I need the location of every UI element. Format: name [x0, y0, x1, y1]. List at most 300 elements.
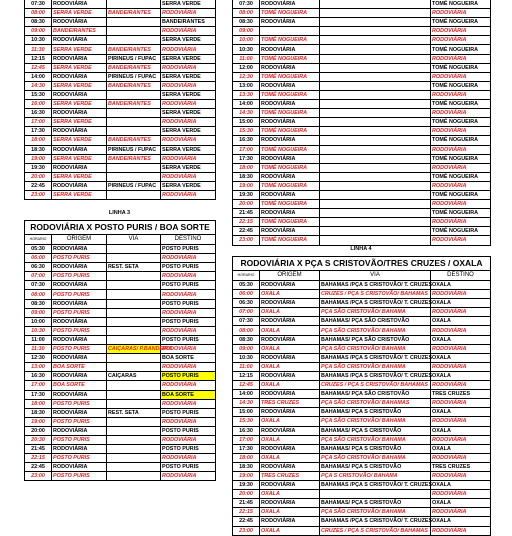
table-row: [25, 172, 216, 181]
via-cell: [320, 172, 431, 181]
destination-cell: POSTO PURIS: [161, 335, 216, 344]
via-cell: BAHAMAS /PÇA S CRISTOVÃO/ T. CRUZES: [321, 354, 433, 361]
via-cell: BAHAMAS /PÇA S CRISTOVÃO/ T. CRUZES: [321, 518, 433, 525]
origin-cell: RODOVIÁRIA: [52, 445, 107, 454]
via-cell: [320, 118, 431, 127]
line-4-title: RODOVIÁRIA X PÇA S CRISTOVÃO/TRES CRUZES / OXALA: [233, 257, 491, 271]
destination-cell: RODOVIÁRIA: [431, 200, 491, 209]
time-cell: 06:00: [233, 290, 260, 299]
table-row: [233, 118, 491, 127]
via-cell: [107, 308, 161, 317]
origin-cell: BANDEIRANTES: [52, 27, 107, 36]
table-row: [25, 317, 216, 326]
via-cell: BAHAMAS/ PÇA SÃO CRISTOVÃO: [320, 317, 431, 326]
destination-cell: RODOVIÁRIA: [161, 9, 216, 18]
time-cell: 08:00: [25, 290, 52, 299]
via-cell: [107, 454, 161, 463]
table-row: [25, 0, 216, 9]
via-cell: [107, 463, 161, 472]
time-cell: 16:30: [25, 372, 52, 381]
via-cell: [107, 445, 161, 454]
via-cell: REST. SETA: [107, 263, 161, 272]
time-cell: 07:30: [233, 317, 260, 326]
time-cell: 20:00: [25, 172, 52, 181]
via-cell: [107, 435, 161, 444]
col-header-destino: DESTINO: [161, 235, 216, 245]
destination-cell: BOA SORTE: [161, 390, 216, 399]
origin-cell: TOMÉ NOGUEIRA: [260, 72, 320, 81]
origin-cell: RODOVIÁRIA: [52, 317, 107, 326]
table-row: [25, 372, 216, 381]
table-row: [233, 462, 491, 471]
origin-cell: SERRA VERDE: [52, 154, 107, 163]
line-3-caption: LINHA 3: [108, 210, 131, 216]
destination-cell: SERRA VERDE: [161, 109, 216, 118]
via-cell: CRUZES / PÇA S CRISTOVÃO/ BAHAMAS: [320, 290, 431, 299]
origin-cell: POSTO PURIS: [52, 272, 107, 281]
destination-cell: RODOVIÁRIA: [431, 218, 491, 227]
time-cell: 12:15: [233, 371, 260, 380]
destination-cell: RODOVIÁRIA: [161, 27, 216, 36]
via-cell: [320, 45, 431, 54]
origin-cell: OXALA: [260, 526, 320, 535]
time-cell: 18:30: [233, 462, 260, 471]
time-cell: 16:30: [25, 109, 52, 118]
time-cell: 16:00: [25, 100, 52, 109]
origin-cell: POSTO PURIS: [52, 290, 107, 299]
time-cell: 09:00: [25, 308, 52, 317]
time-cell: 14:30: [25, 81, 52, 90]
origin-cell: TOMÉ NOGUEIRA: [260, 36, 320, 45]
schedule-body: [25, 0, 216, 200]
table-row: [25, 363, 216, 372]
col-header-destino: DESTINO: [431, 271, 491, 281]
table-row: [233, 381, 491, 390]
time-cell: 08:30: [25, 299, 52, 308]
destination-cell: RODOVIÁRIA: [431, 417, 491, 426]
table-row: [233, 426, 491, 435]
time-cell: 19:30: [25, 163, 52, 172]
time-cell: 13:00: [25, 363, 52, 372]
origin-cell: RODOVIÁRIA: [52, 18, 107, 27]
table-row: [233, 481, 491, 490]
origin-cell: POSTO PURIS: [52, 399, 107, 408]
destination-cell: OXALA: [431, 499, 491, 508]
via-cell: [320, 181, 431, 190]
via-cell: [107, 18, 161, 27]
via-cell: [320, 190, 431, 199]
destination-cell: POSTO PURIS: [161, 317, 216, 326]
time-cell: 14:00: [233, 390, 260, 399]
time-cell: 17:00: [25, 118, 52, 127]
origin-cell: RODOVIÁRIA: [52, 335, 107, 344]
table-row: [233, 90, 491, 99]
via-cell: PÇA SÃO CRISTOVÃO/ BAHAMA: [320, 326, 431, 335]
destination-cell: OXALA: [431, 317, 491, 326]
via-cell: BAHAMAS/ PÇA S CRISTOVÃO: [320, 444, 431, 453]
via-cell: [107, 163, 161, 172]
via-cell: [107, 0, 161, 9]
time-cell: 18:30: [233, 172, 260, 181]
origin-cell: TRES CRUZES: [260, 399, 320, 408]
via-cell: PÇA SÃO CRISTOVÃO/ BAHAMA: [320, 508, 431, 517]
via-cell: [107, 290, 161, 299]
origin-cell: RODOVIÁRIA: [260, 45, 320, 54]
destination-cell: POSTO PURIS: [161, 426, 216, 435]
destination-cell: RODOVIÁRIA: [431, 109, 491, 118]
destination-cell: RODOVIÁRIA: [161, 100, 216, 109]
via-cell: BANDEIRANTES: [107, 9, 161, 18]
origin-cell: RODOVIÁRIA: [52, 109, 107, 118]
origin-cell: RODOVIÁRIA: [260, 63, 320, 72]
origin-cell: OXALA: [260, 308, 320, 317]
origin-cell: RODOVIÁRIA: [52, 0, 107, 9]
origin-cell: OXALA: [260, 344, 320, 353]
table-row: [233, 127, 491, 136]
table-row: [233, 0, 491, 9]
time-cell: 17:00: [233, 435, 260, 444]
destination-cell: SERRA VERDE: [161, 127, 216, 136]
origin-cell: RODOVIÁRIA: [260, 408, 320, 417]
col-header-via: VIA: [320, 271, 431, 281]
table-row: [233, 27, 491, 36]
destination-cell: POSTO PURIS: [161, 263, 216, 272]
origin-cell: BOA SORTE: [52, 363, 107, 372]
table-row: [25, 417, 216, 426]
destination-cell: RODOVIÁRIA: [431, 344, 491, 353]
table-row: [233, 353, 491, 362]
table-row: [25, 90, 216, 99]
table-row: [25, 299, 216, 308]
table-row: [233, 136, 491, 145]
via-cell: [107, 354, 161, 363]
time-cell: 08:00: [233, 9, 260, 18]
destination-cell: RODOVIÁRIA: [161, 172, 216, 181]
destination-cell: RODOVIÁRIA: [431, 127, 491, 136]
via-cell: [320, 100, 431, 109]
table-row: [233, 236, 491, 245]
table-row: [233, 362, 491, 371]
table-row: [233, 408, 491, 417]
destination-cell: RODOVIÁRIA: [161, 363, 216, 372]
time-cell: 17:00: [233, 145, 260, 154]
table-row: [233, 308, 491, 317]
table-row: [25, 290, 216, 299]
table-row: [25, 181, 216, 190]
destination-cell: TOMÉ NOGUEIRA: [431, 63, 491, 72]
schedule-table-serra-verde: [24, 0, 216, 200]
origin-cell: RODOVIÁRIA: [260, 190, 320, 199]
destination-cell: RODOVIÁRIA: [161, 118, 216, 127]
schedule-table-line-3: [24, 220, 216, 481]
destination-cell: RODOVIÁRIA: [431, 290, 491, 299]
table-row: [25, 335, 216, 344]
via-cell: PIRINEUS / FUPAC: [107, 181, 161, 190]
line-4-caption: LINHA 4: [350, 246, 372, 252]
via-cell: [107, 399, 161, 408]
col-header-hora: HORARIO: [233, 271, 260, 281]
time-cell: 17:30: [25, 390, 52, 399]
time-cell: 21:45: [25, 445, 52, 454]
table-row: [25, 9, 216, 18]
destination-cell: RODOVIÁRIA: [431, 453, 491, 462]
via-cell: [320, 145, 431, 154]
destination-cell: TOMÉ NOGUEIRA: [431, 190, 491, 199]
origin-cell: RODOVIÁRIA: [260, 0, 320, 9]
via-cell: [320, 27, 431, 36]
table-row: [25, 426, 216, 435]
time-cell: 15:30: [25, 90, 52, 99]
time-cell: 23:00: [25, 472, 52, 481]
time-cell: 07:30: [25, 0, 52, 9]
via-cell: CRUZES / PÇA S CRISTOVÃO/ BAHAMAS: [320, 381, 431, 390]
origin-cell: RODOVIÁRIA: [52, 426, 107, 435]
origin-cell: RODOVIÁRIA: [260, 499, 320, 508]
time-cell: 12:45: [25, 63, 52, 72]
origin-cell: RODOVIÁRIA: [260, 227, 320, 236]
time-cell: 18:00: [25, 136, 52, 145]
destination-cell: RODOVIÁRIA: [431, 490, 491, 499]
schedule-table-tome-nogueira: [232, 0, 491, 246]
table-row: [233, 371, 491, 380]
via-cell: [107, 326, 161, 335]
destination-cell: RODOVIÁRIA: [431, 163, 491, 172]
origin-cell: POSTO PURIS: [52, 435, 107, 444]
time-cell: 11:00: [25, 335, 52, 344]
destination-cell: POSTO PURIS: [161, 245, 216, 254]
table-row: [233, 508, 491, 517]
table-row: [233, 81, 491, 90]
destination-cell: RODOVIÁRIA: [161, 417, 216, 426]
origin-cell: RODOVIÁRIA: [260, 390, 320, 399]
origin-cell: POSTO PURIS: [52, 472, 107, 481]
origin-cell: RODOVIÁRIA: [260, 444, 320, 453]
origin-cell: OXALA: [260, 381, 320, 390]
via-cell: PIRINEUS / FUPAC: [107, 145, 161, 154]
time-cell: 07:30: [25, 281, 52, 290]
table-row: [25, 381, 216, 390]
destination-cell: RODOVIÁRIA: [161, 154, 216, 163]
table-row: [25, 27, 216, 36]
table-row: [233, 490, 491, 499]
time-cell: 10:30: [233, 353, 260, 362]
table-row: [25, 272, 216, 281]
destination-cell: RODOVIÁRIA: [161, 136, 216, 145]
via-cell: CAIÇARAS/ P.BANDEIRA: [108, 346, 173, 353]
col-header-hora: HORARIO: [25, 235, 52, 245]
table-row: [25, 254, 216, 263]
time-cell: 10:00: [233, 36, 260, 45]
schedule-body: [25, 245, 216, 481]
destination-cell: RODOVIÁRIA: [161, 272, 216, 281]
destination-cell: TOMÉ NOGUEIRA: [431, 172, 491, 181]
destination-cell: RODOVIÁRIA: [431, 362, 491, 371]
table-row: [25, 118, 216, 127]
origin-cell: POSTO PURIS: [52, 417, 107, 426]
via-cell: [320, 490, 431, 499]
origin-cell: RODOVIÁRIA: [260, 517, 320, 526]
via-cell: BAHAMAS /PÇA S CRISTOVÃO/ T. CRUZES: [321, 300, 433, 307]
origin-cell: RODOVIÁRIA: [52, 54, 107, 63]
line-3-title: RODOVIÁRIA X POSTO PURIS / BOA SORTE: [25, 221, 216, 235]
table-row: [25, 45, 216, 54]
time-cell: 22:15: [25, 454, 52, 463]
time-cell: 13:30: [233, 90, 260, 99]
destination-cell: TRES CRUZES: [431, 462, 491, 471]
destination-cell: TOMÉ NOGUEIRA: [431, 18, 491, 27]
via-cell: PÇA SÃO CRISTOVÃO/ BAHAMA: [320, 453, 431, 462]
via-cell: [107, 390, 161, 399]
time-cell: 11:00: [233, 54, 260, 63]
via-cell: [107, 109, 161, 118]
destination-cell: RODOVIÁRIA: [431, 326, 491, 335]
origin-cell: RODOVIÁRIA: [52, 299, 107, 308]
table-row: [233, 471, 491, 480]
origin-cell: OXALA: [260, 326, 320, 335]
origin-cell: RODOVIÁRIA: [260, 371, 320, 380]
table-row: [233, 18, 491, 27]
destination-cell: RODOVIÁRIA: [161, 254, 216, 263]
destination-cell: RODOVIÁRIA: [161, 45, 216, 54]
origin-cell: RODOVIÁRIA: [260, 118, 320, 127]
time-cell: 22:45: [233, 517, 260, 526]
table-row: [233, 517, 491, 526]
time-cell: 15:30: [233, 417, 260, 426]
time-cell: 20:30: [25, 435, 52, 444]
via-cell: [107, 281, 161, 290]
destination-cell: RODOVIÁRIA: [161, 81, 216, 90]
table-row: [25, 472, 216, 481]
origin-cell: OXALA: [260, 362, 320, 371]
table-row: [233, 290, 491, 299]
origin-cell: RODOVIÁRIA: [260, 81, 320, 90]
origin-cell: RODOVIÁRIA: [260, 462, 320, 471]
destination-cell: RODOVIÁRIA: [431, 90, 491, 99]
time-cell: 14:00: [233, 100, 260, 109]
via-cell: BAHAMAS/ PÇA S CRISTOVÃO: [320, 408, 431, 417]
time-cell: 17:30: [233, 154, 260, 163]
destination-cell: SERRA VERDE: [161, 145, 216, 154]
time-cell: 11:30: [25, 45, 52, 54]
origin-cell: TOMÉ NOGUEIRA: [260, 200, 320, 209]
origin-cell: RODOVIÁRIA: [260, 281, 320, 290]
origin-cell: POSTO PURIS: [52, 345, 107, 354]
table-row: [25, 54, 216, 63]
via-cell: PÇA SÃO CRISTOVÃO/ BAHAMA: [320, 435, 431, 444]
time-cell: 17:00: [25, 381, 52, 390]
destination-cell: POSTO PURIS: [161, 408, 216, 417]
origin-cell: TOMÉ NOGUEIRA: [260, 54, 320, 63]
table-row: [25, 81, 216, 90]
via-cell: PÇA SÃO CRISTOVÃO/ BAHAMAS: [320, 399, 431, 408]
table-row: [25, 390, 216, 399]
table-row: [25, 263, 216, 272]
table-row: [25, 408, 216, 417]
time-cell: 10:30: [25, 36, 52, 45]
table-row: [233, 453, 491, 462]
origin-cell: TRES CRUZES: [260, 471, 320, 480]
destination-cell: SERRA VERDE: [161, 163, 216, 172]
time-cell: 08:30: [25, 18, 52, 27]
table-row: [233, 190, 491, 199]
destination-cell: TOMÉ NOGUEIRA: [431, 154, 491, 163]
table-row: [25, 145, 216, 154]
via-cell: BAHAMAS/ PÇA S CRISTOVÃO: [320, 499, 431, 508]
origin-cell: [260, 27, 320, 36]
time-cell: 07:00: [25, 272, 52, 281]
destination-cell: SERRA VERDE: [161, 181, 216, 190]
time-cell: 18:00: [25, 399, 52, 408]
origin-cell: TOMÉ NOGUEIRA: [260, 218, 320, 227]
table-row: [25, 154, 216, 163]
destination-cell: SERRA VERDE: [161, 54, 216, 63]
time-cell: 18:30: [25, 408, 52, 417]
time-cell: 11:00: [233, 362, 260, 371]
time-cell: 22:15: [233, 508, 260, 517]
via-cell: [320, 227, 431, 236]
destination-cell: RODOVIÁRIA: [161, 472, 216, 481]
origin-cell: RODOVIÁRIA: [52, 463, 107, 472]
table-row: [25, 454, 216, 463]
destination-cell: RODOVIÁRIA: [431, 508, 491, 517]
destination-cell: OXALA: [431, 371, 491, 380]
via-cell: [320, 154, 431, 163]
table-row: [233, 154, 491, 163]
destination-cell: TOMÉ NOGUEIRA: [431, 118, 491, 127]
via-cell: PÇA SÃO CRISTOVÃO/ BAHAMA: [320, 344, 431, 353]
via-cell: [320, 72, 431, 81]
origin-cell: OXALA: [260, 490, 320, 499]
via-cell: [107, 172, 161, 181]
via-cell: [320, 200, 431, 209]
destination-cell: TRES CRUZES: [431, 390, 491, 399]
via-cell: [107, 472, 161, 481]
time-cell: 19:30: [233, 481, 260, 490]
origin-cell: POSTO PURIS: [52, 454, 107, 463]
time-cell: 10:30: [233, 45, 260, 54]
time-cell: 17:30: [233, 444, 260, 453]
via-cell: [320, 218, 431, 227]
via-cell: [107, 127, 161, 136]
time-cell: 22:15: [233, 218, 260, 227]
table-row: [25, 190, 216, 199]
time-cell: 16:30: [233, 426, 260, 435]
destination-cell: RODOVIÁRIA: [431, 399, 491, 408]
origin-cell: RODOVIÁRIA: [52, 245, 107, 254]
origin-cell: TOMÉ NOGUEIRA: [260, 145, 320, 154]
table-row: [25, 463, 216, 472]
table-row: [25, 245, 216, 254]
time-cell: 05:30: [233, 281, 260, 290]
destination-cell: SERRA VERDE: [161, 36, 216, 45]
table-row: [233, 499, 491, 508]
via-cell: [320, 54, 431, 63]
via-cell: [320, 209, 431, 218]
origin-cell: SERRA VERDE: [52, 9, 107, 18]
via-cell: [320, 127, 431, 136]
time-cell: 05:30: [25, 245, 52, 254]
origin-cell: RODOVIÁRIA: [52, 90, 107, 99]
via-cell: BANDEIRANTES: [107, 81, 161, 90]
via-cell: PÇA S CRISTOVÃO/ BAHAMA: [320, 471, 431, 480]
origin-cell: RODOVIÁRIA: [52, 72, 107, 81]
time-cell: 22:45: [233, 227, 260, 236]
table-row: [233, 390, 491, 399]
time-cell: 06:30: [25, 263, 52, 272]
via-cell: BAHAMAS/ PÇA S CRISTOVÃO: [320, 462, 431, 471]
table-row: [233, 72, 491, 81]
via-cell: [107, 27, 161, 36]
